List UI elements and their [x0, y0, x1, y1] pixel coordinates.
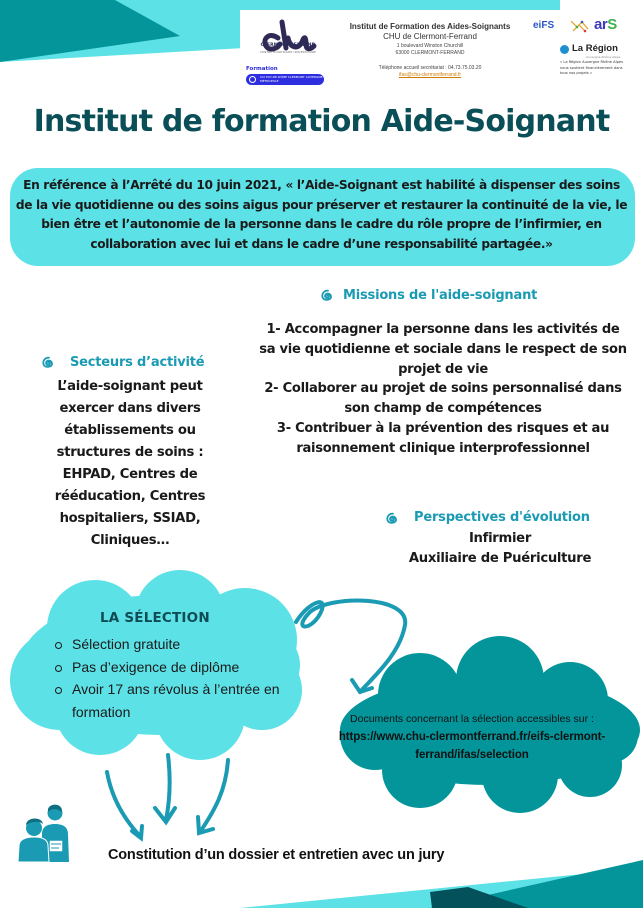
email-link[interactable]: ifas@chu-clermontferrand.fr: [398, 72, 462, 78]
documents-intro: Documents concernant la sélection accessibles sur :: [350, 713, 594, 725]
region-name: La Région: [572, 43, 618, 54]
selection-item: Pas d’exigence de diplôme: [52, 656, 322, 679]
mission-item: 3- Contribuer à la prévention des risques et au raisonnement clinique interprofessionnel: [276, 420, 610, 456]
page-title: Institut de formation Aide-Soignant: [33, 104, 610, 139]
institute-name: Institut de Formation des Aides-Soignants: [349, 22, 511, 31]
spiral-icon: [384, 511, 400, 527]
documents-info: [318, 710, 626, 764]
ars-logo: [594, 16, 617, 33]
selection-title: LA SÉLECTION: [100, 610, 210, 626]
quote-text: En référence à l’Arrêté du 10 juin 2021, « l’Aide-Soignant est habilité à dispenser des soins de la vie quotidienne ou des soins aigus pour préserver et restaurer la continuité de la vie, le bien être et l’autonomie de la personne dans le cadre du rôle propre de l’infirmier, en collaboration avec lui et dans le cadre d’une responsabilité partagée.»: [15, 178, 628, 251]
perspectives-title: Perspectives d'évolution: [414, 510, 590, 525]
missions-title: Missions de l'aide-soignant: [343, 288, 538, 303]
spiral-icon: [319, 288, 335, 304]
chu-city: CLERMONT-FERRAND: [260, 43, 316, 48]
ars-network-icon: [570, 19, 590, 33]
region-icon: [560, 45, 569, 54]
missions-list: [258, 320, 628, 459]
address-line1: 1 boulevard Winston Churchill: [396, 43, 464, 49]
region-sub: Auvergne-Rhône-Alpes: [586, 55, 621, 59]
spiral-icon: [40, 355, 56, 371]
selection-list: [52, 633, 322, 723]
down-arrow-middle: [166, 755, 170, 820]
mission-item: 1- Accompagner la personne dans les activités de sa vie quotidienne et sociale dans le respect de son projet de vie: [259, 322, 627, 377]
phone: Téléphone accueil secrétariat : 04.73.75.03.20: [378, 65, 482, 71]
region-quote: « La Région Auvergne Rhône Alpes nous soutient financièrement dans tous nos projets »: [560, 60, 623, 75]
secteurs-text: L’aide-soignant peut exercer dans divers établissements ou structures de soins : EHPAD, Centres de rééducation, Centres hospitaliers, SSIAD, Cliniques…: [54, 379, 206, 548]
perspective-item: Auxiliaire de Puériculture: [408, 551, 592, 566]
jury-text: Constitution d’un dossier et entretien avec un jury: [108, 847, 445, 863]
down-arrow-left: [107, 772, 140, 836]
documents-url-link[interactable]: https://www.chu-clermontferrand.fr/eifs-clermont-ferrand/ifas/selection: [338, 731, 606, 761]
formation-label: Formation: [246, 66, 278, 72]
formation-badge-text: CCI PUY-DE-DÔME CLERMONT AUVERGNE MÉTROPOLE: [260, 75, 323, 83]
down-arrows: [107, 755, 228, 838]
mission-item: 2- Collaborer au projet de soins personnalisé dans son champ de compétences: [264, 381, 622, 417]
perspectives-list: [380, 529, 620, 569]
perspective-item: Infirmier: [468, 531, 532, 546]
selection-item: Sélection gratuite: [52, 633, 322, 656]
institute-chu: CHU de Clermont-Ferrand: [383, 32, 477, 41]
formation-badge: [246, 74, 324, 85]
interview-icon: [17, 800, 77, 862]
chu-tagline: CENTRE HOSPITALIER UNIVERSITAIRE: [259, 50, 317, 54]
secteurs-title: Secteurs d’activité: [70, 355, 205, 370]
cci-icon: [249, 76, 256, 83]
ars-logo-text: arS: [594, 16, 617, 33]
selection-item: Avoir 17 ans révolus à l’entrée en formation: [52, 678, 322, 723]
institute-info: [340, 22, 520, 78]
down-arrow-right: [200, 760, 228, 832]
address-line2: 63000 CLERMONT-FERRAND: [395, 50, 465, 56]
eifs-logo: eiFS: [533, 20, 555, 31]
